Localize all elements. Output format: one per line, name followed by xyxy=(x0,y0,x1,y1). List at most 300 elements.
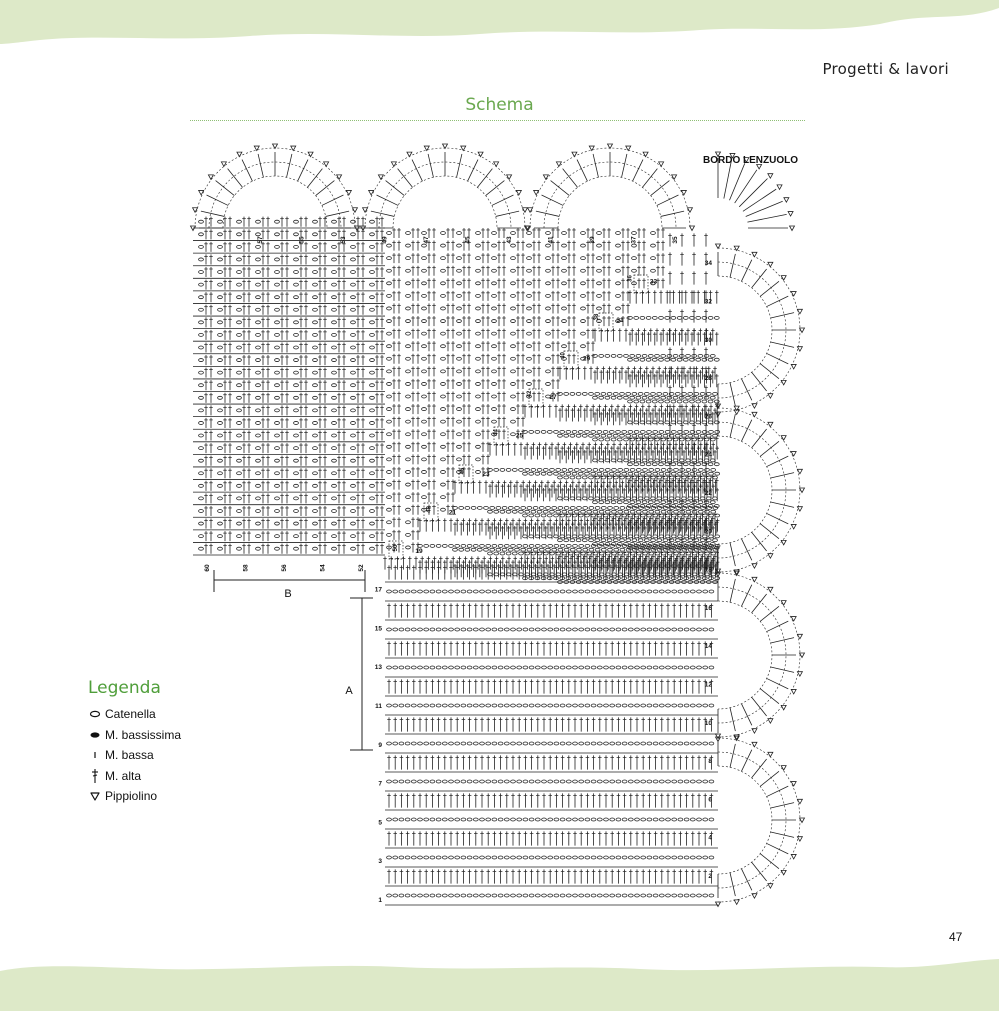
chain-stitch xyxy=(313,522,318,525)
chain-stitch xyxy=(535,780,540,783)
chain-stitch xyxy=(506,468,511,471)
chain-stitch xyxy=(690,742,695,745)
chain-stitch xyxy=(457,332,462,335)
chain-stitch xyxy=(579,818,584,821)
chain-stitch xyxy=(406,294,411,297)
chain-stitch xyxy=(430,894,435,897)
chain-stitch xyxy=(441,382,446,385)
chain-stitch xyxy=(709,704,714,707)
chain-stitch xyxy=(406,370,411,373)
chain-stitch xyxy=(659,894,664,897)
chain-stitch xyxy=(504,704,509,707)
chain-stitch xyxy=(473,818,478,821)
chain-stitch xyxy=(498,666,503,669)
chain-stitch xyxy=(492,590,497,593)
chain-stitch xyxy=(500,468,505,471)
chain-stitch xyxy=(457,370,462,373)
chain-stitch xyxy=(597,856,602,859)
chain-stitch xyxy=(511,232,516,235)
chain-stitch xyxy=(370,484,375,487)
chain-stitch xyxy=(542,856,547,859)
chain-stitch xyxy=(237,371,242,374)
chain-stitch xyxy=(666,590,671,593)
chain-stitch xyxy=(589,506,594,509)
chain-stitch xyxy=(560,472,565,475)
chain-stitch xyxy=(593,468,598,471)
chain-stitch xyxy=(313,396,318,399)
chain-stitch xyxy=(690,780,695,783)
chain-stitch xyxy=(411,704,416,707)
chain-stitch xyxy=(604,628,609,631)
chain-stitch xyxy=(218,321,223,324)
chain-stitch xyxy=(256,296,261,299)
chain-stitch xyxy=(441,357,446,360)
chain-stitch xyxy=(678,704,683,707)
chain-stitch xyxy=(406,332,411,335)
chain-stitch xyxy=(351,245,356,248)
chain-stitch xyxy=(630,468,635,471)
chain-stitch xyxy=(628,780,633,783)
chain-stitch xyxy=(490,548,495,551)
chain-stitch xyxy=(313,296,318,299)
chain-stitch xyxy=(471,548,476,551)
chain-stitch xyxy=(604,742,609,745)
chain-stitch xyxy=(527,506,532,509)
chain-stitch xyxy=(313,409,318,412)
chain-stitch xyxy=(486,590,491,593)
chain-stitch xyxy=(697,704,702,707)
chain-stitch xyxy=(370,245,375,248)
chain-stitch xyxy=(666,704,671,707)
chain-stitch xyxy=(218,447,223,450)
chain-stitch xyxy=(684,590,689,593)
chain-stitch xyxy=(523,666,528,669)
chain-stitch xyxy=(294,497,299,500)
chain-stitch xyxy=(690,856,695,859)
chain-stitch xyxy=(405,704,410,707)
chain-stitch xyxy=(492,704,497,707)
chain-stitch xyxy=(560,704,565,707)
chain-stitch xyxy=(622,544,627,547)
chain-stitch xyxy=(294,359,299,362)
chain-stitch xyxy=(313,321,318,324)
chain-stitch xyxy=(477,506,482,509)
chain-stitch xyxy=(449,590,454,593)
chain-stitch xyxy=(370,333,375,336)
chain-stitch xyxy=(422,320,427,323)
chain-stitch xyxy=(711,468,716,471)
chain-stitch xyxy=(275,233,280,236)
chain-stitch xyxy=(672,780,677,783)
chain-stitch xyxy=(546,282,551,285)
chain-stitch xyxy=(480,742,485,745)
chain-stitch xyxy=(387,445,392,448)
chain-stitch xyxy=(620,506,625,509)
chain-stitch xyxy=(641,818,646,821)
chain-stitch xyxy=(498,894,503,897)
chain-stitch xyxy=(703,704,708,707)
chain-stitch xyxy=(370,497,375,500)
chain-stitch xyxy=(595,506,600,509)
chain-stitch xyxy=(566,666,571,669)
chain-stitch xyxy=(351,371,356,374)
chain-stitch xyxy=(256,547,261,550)
chain-stitch xyxy=(256,409,261,412)
chain-stitch xyxy=(275,484,280,487)
chain-stitch xyxy=(564,506,569,509)
chain-stitch xyxy=(218,484,223,487)
chain-stitch xyxy=(527,357,532,360)
chain-stitch xyxy=(422,408,427,411)
chain-stitch xyxy=(294,258,299,261)
chain-stitch xyxy=(573,818,578,821)
chain-stitch xyxy=(237,321,242,324)
chain-stitch xyxy=(422,433,427,436)
chain-stitch xyxy=(406,345,411,348)
chain-stitch xyxy=(604,856,609,859)
chain-stitch xyxy=(405,780,410,783)
chain-stitch xyxy=(525,468,530,471)
chain-stitch xyxy=(521,506,526,509)
chain-stitch xyxy=(199,308,204,311)
chain-stitch xyxy=(709,666,714,669)
chain-stitch xyxy=(237,296,242,299)
chain-stitch xyxy=(476,294,481,297)
chain-stitch xyxy=(436,628,441,631)
chain-stitch xyxy=(199,484,204,487)
chain-stitch xyxy=(666,628,671,631)
chain-stitch xyxy=(199,421,204,424)
chain-stitch xyxy=(579,666,584,669)
chain-stitch xyxy=(275,396,280,399)
chain-stitch xyxy=(511,420,516,423)
chain-stitch xyxy=(504,544,509,547)
chain-stitch xyxy=(480,666,485,669)
chain-stitch xyxy=(548,742,553,745)
chain-stitch xyxy=(441,320,446,323)
chain-stitch xyxy=(542,818,547,821)
chain-stitch xyxy=(542,590,547,593)
chain-stitch xyxy=(527,257,532,260)
chain-stitch xyxy=(537,468,542,471)
chain-stitch xyxy=(697,742,702,745)
chain-stitch xyxy=(703,742,708,745)
chain-stitch xyxy=(511,357,516,360)
chain-stitch xyxy=(492,742,497,745)
chain-stitch xyxy=(591,666,596,669)
chain-stitch xyxy=(332,434,337,437)
chain-stitch xyxy=(486,628,491,631)
chain-stitch xyxy=(351,459,356,462)
chain-stitch xyxy=(313,220,318,223)
chain-stitch xyxy=(387,508,392,511)
chain-stitch xyxy=(313,421,318,424)
chain-stitch xyxy=(430,818,435,821)
chain-stitch xyxy=(548,780,553,783)
chain-stitch xyxy=(529,666,534,669)
chain-stitch xyxy=(436,666,441,669)
chain-stitch xyxy=(616,780,621,783)
chain-stitch xyxy=(492,294,497,297)
chain-stitch xyxy=(512,468,517,471)
chain-stitch xyxy=(597,742,602,745)
chain-stitch xyxy=(399,894,404,897)
chain-stitch xyxy=(473,704,478,707)
chain-stitch xyxy=(422,382,427,385)
chain-stitch xyxy=(511,257,516,260)
chain-stitch xyxy=(686,468,691,471)
chain-stitch xyxy=(422,445,427,448)
chain-stitch xyxy=(531,468,536,471)
chain-stitch xyxy=(573,704,578,707)
chain-stitch xyxy=(476,433,481,436)
chain-stitch xyxy=(504,894,509,897)
chain-stitch xyxy=(422,496,427,499)
chain-stitch xyxy=(457,257,462,260)
chain-stitch xyxy=(653,590,658,593)
chain-stitch xyxy=(237,283,242,286)
chain-stitch xyxy=(494,468,499,471)
chain-stitch xyxy=(554,818,559,821)
chain-stitch xyxy=(535,742,540,745)
chain-stitch xyxy=(527,307,532,310)
chain-stitch xyxy=(411,590,416,593)
chain-stitch xyxy=(517,894,522,897)
chain-stitch xyxy=(628,704,633,707)
chain-stitch xyxy=(387,458,392,461)
chain-stitch xyxy=(370,522,375,525)
chain-stitch xyxy=(605,468,610,471)
chain-stitch xyxy=(635,894,640,897)
chain-stitch xyxy=(294,333,299,336)
chain-stitch xyxy=(218,535,223,538)
chain-stitch xyxy=(424,856,429,859)
chain-stitch xyxy=(587,468,592,471)
chain-stitch xyxy=(406,269,411,272)
chain-stitch xyxy=(672,742,677,745)
chain-stitch xyxy=(547,472,552,475)
chain-stitch xyxy=(441,269,446,272)
chain-stitch xyxy=(697,590,702,593)
chain-stitch xyxy=(523,590,528,593)
chain-stitch xyxy=(550,510,555,513)
chain-stitch xyxy=(548,628,553,631)
chain-stitch xyxy=(709,590,714,593)
chain-stitch xyxy=(406,433,411,436)
chain-stitch xyxy=(457,232,462,235)
chain-stitch xyxy=(473,590,478,593)
chain-stitch xyxy=(351,484,356,487)
chain-stitch xyxy=(628,666,633,669)
chain-stitch xyxy=(579,544,584,547)
chain-stitch xyxy=(237,333,242,336)
chain-stitch xyxy=(441,496,446,499)
chain-stitch xyxy=(523,544,528,547)
chain-stitch xyxy=(622,590,627,593)
chain-stitch xyxy=(511,704,516,707)
chain-stitch xyxy=(616,704,621,707)
chain-stitch xyxy=(457,244,462,247)
chain-stitch xyxy=(529,818,534,821)
chain-stitch xyxy=(688,506,693,509)
chain-stitch xyxy=(498,818,503,821)
chain-stitch xyxy=(461,628,466,631)
chain-stitch xyxy=(579,704,584,707)
chain-stitch xyxy=(237,346,242,349)
chain-stitch xyxy=(473,894,478,897)
chain-stitch xyxy=(294,472,299,475)
chain-stitch xyxy=(554,535,559,538)
chain-stitch xyxy=(387,294,392,297)
chain-stitch xyxy=(597,628,602,631)
chain-stitch xyxy=(351,447,356,450)
chain-stitch xyxy=(406,496,411,499)
chain-stitch xyxy=(313,371,318,374)
chain-stitch xyxy=(256,359,261,362)
chain-stitch xyxy=(566,704,571,707)
chain-stitch xyxy=(457,294,462,297)
chain-stitch xyxy=(697,856,702,859)
chain-stitch xyxy=(399,590,404,593)
chain-stitch xyxy=(583,506,588,509)
chain-stitch xyxy=(387,257,392,260)
chain-stitch xyxy=(562,468,567,471)
chain-stitch xyxy=(313,472,318,475)
chain-stitch xyxy=(332,509,337,512)
chain-stitch xyxy=(547,577,552,580)
chain-stitch xyxy=(548,704,553,707)
chain-stitch xyxy=(546,370,551,373)
chain-stitch xyxy=(531,510,536,513)
chain-stitch xyxy=(591,780,596,783)
chain-stitch xyxy=(461,590,466,593)
chain-stitch xyxy=(457,445,462,448)
chain-stitch xyxy=(473,666,478,669)
chain-stitch xyxy=(441,508,446,511)
chain-stitch xyxy=(546,320,551,323)
chain-stitch xyxy=(500,552,505,555)
chain-stitch xyxy=(496,548,501,551)
chain-stitch xyxy=(641,894,646,897)
chain-stitch xyxy=(604,666,609,669)
chain-stitch xyxy=(608,506,613,509)
chain-stitch xyxy=(418,742,423,745)
chain-stitch xyxy=(632,506,637,509)
chain-stitch xyxy=(492,780,497,783)
chain-stitch xyxy=(370,296,375,299)
chain-stitch xyxy=(506,510,511,513)
chain-stitch xyxy=(548,544,553,547)
chain-stitch xyxy=(370,321,375,324)
chain-stitch xyxy=(455,628,460,631)
chain-stitch xyxy=(199,535,204,538)
chain-stitch xyxy=(591,818,596,821)
chain-stitch xyxy=(457,307,462,310)
chain-stitch xyxy=(703,780,708,783)
chain-stitch xyxy=(275,245,280,248)
chain-stitch xyxy=(256,421,261,424)
chain-stitch xyxy=(256,308,261,311)
chain-stitch xyxy=(492,420,497,423)
chain-stitch xyxy=(256,434,261,437)
chain-stitch xyxy=(332,245,337,248)
chain-stitch xyxy=(405,590,410,593)
chain-stitch xyxy=(641,742,646,745)
chain-stitch xyxy=(672,590,677,593)
chain-stitch xyxy=(405,666,410,669)
chain-stitch xyxy=(477,548,482,551)
chain-stitch xyxy=(515,548,520,551)
chain-stitch xyxy=(690,818,695,821)
chain-stitch xyxy=(473,856,478,859)
chain-stitch xyxy=(393,666,398,669)
chain-stitch xyxy=(511,282,516,285)
chain-stitch xyxy=(659,666,664,669)
chain-stitch xyxy=(275,333,280,336)
chain-stitch xyxy=(548,894,553,897)
chain-stitch xyxy=(672,628,677,631)
chain-stitch xyxy=(370,509,375,512)
chain-stitch xyxy=(523,818,528,821)
chain-stitch xyxy=(275,371,280,374)
chain-stitch xyxy=(597,894,602,897)
chain-stitch xyxy=(486,780,491,783)
chain-stitch xyxy=(666,856,671,859)
chain-stitch xyxy=(690,704,695,707)
chain-stitch xyxy=(697,780,702,783)
chain-stitch xyxy=(436,590,441,593)
chain-stitch xyxy=(511,395,516,398)
chain-stitch xyxy=(666,666,671,669)
chain-stitch xyxy=(406,244,411,247)
chain-stitch xyxy=(418,894,423,897)
chain-stitch xyxy=(523,472,528,475)
chain-stitch xyxy=(351,233,356,236)
chain-stitch xyxy=(294,321,299,324)
chain-stitch xyxy=(441,332,446,335)
chain-stitch xyxy=(573,544,578,547)
chain-stitch xyxy=(542,704,547,707)
chain-stitch xyxy=(294,371,299,374)
chain-stitch xyxy=(635,704,640,707)
chain-stitch xyxy=(441,257,446,260)
chain-stitch xyxy=(647,894,652,897)
chain-stitch xyxy=(546,307,551,310)
chain-stitch xyxy=(604,818,609,821)
chain-stitch xyxy=(399,628,404,631)
chain-stitch xyxy=(535,818,540,821)
chain-stitch xyxy=(647,856,652,859)
chain-stitch xyxy=(332,484,337,487)
chain-stitch xyxy=(430,666,435,669)
chain-stitch xyxy=(455,818,460,821)
chain-stitch xyxy=(591,894,596,897)
chain-stitch xyxy=(492,232,497,235)
chain-stitch xyxy=(351,296,356,299)
chain-stitch xyxy=(199,220,204,223)
chain-stitch xyxy=(547,535,552,538)
chain-stitch xyxy=(467,704,472,707)
chain-stitch xyxy=(461,856,466,859)
chain-stitch xyxy=(546,294,551,297)
chain-stitch xyxy=(449,780,454,783)
chain-stitch xyxy=(560,742,565,745)
chain-stitch xyxy=(199,321,204,324)
chain-stitch xyxy=(422,470,427,473)
chain-stitch xyxy=(622,666,627,669)
chain-stitch xyxy=(461,704,466,707)
chain-stitch xyxy=(406,382,411,385)
